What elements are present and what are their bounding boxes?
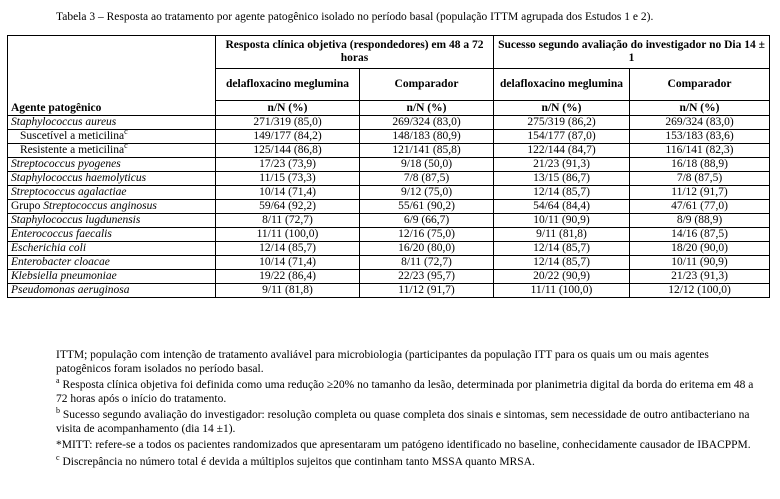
value-cell: 149/177 (84,2) [216, 130, 360, 144]
value-cell: 11/12 (91,7) [630, 186, 770, 200]
agent-name-cell [8, 127, 216, 144]
value-cell: 13/15 (86,7) [494, 172, 630, 186]
value-cell: 12/14 (85,7) [494, 256, 630, 270]
value-cell: 47/61 (77,0) [630, 200, 770, 214]
header-empty-cell [8, 36, 216, 69]
value-cell: 17/23 (73,9) [216, 158, 360, 172]
value-cell: 18/20 (90,0) [630, 242, 770, 256]
value-cell: 148/183 (80,9) [360, 130, 494, 144]
table-row [8, 130, 770, 144]
header-drug-1: delafloxacino meglumina [216, 69, 360, 101]
footnote-a [56, 376, 766, 406]
value-cell: 10/14 (71,4) [216, 186, 360, 200]
agent-name-cell [8, 141, 216, 158]
value-cell: 11/15 (73,3) [216, 172, 360, 186]
value-cell: 16/20 (80,0) [360, 242, 494, 256]
value-cell: 20/22 (90,9) [494, 270, 630, 284]
value-cell: 125/144 (86,8) [216, 144, 360, 158]
value-cell: 59/64 (92,2) [216, 200, 360, 214]
agent-name-cell [8, 284, 216, 298]
agent-name-cell [8, 228, 216, 242]
header-row-arms [8, 69, 770, 101]
agent-name-prefix: Grupo [11, 200, 41, 212]
value-cell: 16/18 (88,9) [630, 158, 770, 172]
value-cell: 12/14 (85,7) [494, 242, 630, 256]
table-row [8, 186, 770, 200]
header-group-investigator: Sucesso segundo avaliação do investigador no Dia 14 ± 1 [494, 36, 770, 69]
value-cell: 269/324 (83,0) [630, 116, 770, 130]
value-cell: 21/23 (91,3) [630, 270, 770, 284]
value-cell: 269/324 (83,0) [360, 116, 494, 130]
value-cell: 12/14 (85,7) [494, 186, 630, 200]
agent-name: Suscetível a meticilina [20, 130, 125, 142]
value-cell: 116/141 (82,3) [630, 144, 770, 158]
agent-name: Enterobacter cloacae [11, 256, 110, 268]
value-cell: 10/14 (71,4) [216, 256, 360, 270]
table-row [8, 270, 770, 284]
header-nn-2: n/N (%) [360, 101, 494, 116]
agent-name: Staphylococcus aureus [11, 116, 117, 128]
footnote-c-text: Discrepância no número total é devida a múltiplos sujeitos que continham tanto MSSA quanto MRSA. [59, 455, 535, 468]
value-cell: 7/8 (87,5) [360, 172, 494, 186]
table-row [8, 242, 770, 256]
value-cell: 154/177 (87,0) [494, 130, 630, 144]
value-cell: 271/319 (85,0) [216, 116, 360, 130]
value-cell: 10/11 (90,9) [494, 214, 630, 228]
table-row [8, 228, 770, 242]
header-nn-3: n/N (%) [494, 101, 630, 116]
table-body [8, 116, 770, 298]
agent-name: Escherichia coli [11, 242, 87, 254]
value-cell: 6/9 (66,7) [360, 214, 494, 228]
value-cell: 9/18 (50,0) [360, 158, 494, 172]
value-cell: 121/141 (85,8) [360, 144, 494, 158]
value-cell: 9/11 (81,8) [494, 228, 630, 242]
results-table [7, 35, 770, 298]
value-cell: 275/319 (86,2) [494, 116, 630, 130]
table-row [8, 116, 770, 130]
table-row [8, 144, 770, 158]
header-drug-2: delafloxacino meglumina [494, 69, 630, 101]
footnote-b-text: Sucesso segundo avaliação do investigador: resolução completa ou quase completa dos sinais e sintomas, sem necessidade de outro antibacteriano na visita de acompanhamento (dia 14 ±1). [56, 409, 750, 435]
agent-name: Resistente a meticilina [20, 144, 125, 156]
header-row-groups [8, 36, 770, 69]
agent-footnote-marker: c [124, 127, 128, 137]
table-row [8, 158, 770, 172]
agent-footnote-marker: c [124, 141, 128, 151]
agent-name-cell [8, 200, 216, 214]
value-cell: 11/11 (100,0) [494, 284, 630, 298]
footnote-mitt: *MITT: refere-se a todos os pacientes randomizados que apresentaram um patógeno identificado no baseline, conhecidamente causador de IBACPPM. [56, 439, 751, 451]
agent-name-cell [8, 270, 216, 284]
value-cell: 55/61 (90,2) [360, 200, 494, 214]
agent-name: Streptococcus agalactiae [11, 186, 127, 198]
agent-name: Staphylococcus haemolyticus [11, 172, 147, 184]
footnote-ittm: ITTM; população com intenção de tratamento avaliável para microbiologia (participantes da população ITT para os quais um ou mais agentes patogênicos foram isolados no período basal. [56, 349, 709, 375]
value-cell: 8/11 (72,7) [360, 256, 494, 270]
header-nn-4: n/N (%) [630, 101, 770, 116]
table-row [8, 284, 770, 298]
value-cell: 14/16 (87,5) [630, 228, 770, 242]
value-cell: 9/12 (75,0) [360, 186, 494, 200]
value-cell: 122/144 (84,7) [494, 144, 630, 158]
value-cell: 11/11 (100,0) [216, 228, 360, 242]
footnote-c-marker: c [56, 452, 60, 462]
footnote-b [56, 406, 766, 436]
agent-name-cell [8, 242, 216, 256]
value-cell: 21/23 (91,3) [494, 158, 630, 172]
header-nn-1: n/N (%) [216, 101, 360, 116]
header-comparator-1: Comparador [360, 69, 494, 101]
agent-name-cell [8, 256, 216, 270]
table-row [8, 172, 770, 186]
agent-name-cell [8, 172, 216, 186]
value-cell: 153/183 (83,6) [630, 130, 770, 144]
footnote-b-marker: b [56, 406, 60, 416]
agent-name: Pseudomonas aeruginosa [11, 284, 130, 296]
value-cell: 10/11 (90,9) [630, 256, 770, 270]
footnotes [56, 349, 766, 472]
value-cell: 12/16 (75,0) [360, 228, 494, 242]
agent-name-cell [8, 186, 216, 200]
agent-name: Streptococcus pyogenes [11, 158, 121, 170]
value-cell: 12/12 (100,0) [630, 284, 770, 298]
value-cell: 22/23 (95,7) [360, 270, 494, 284]
agent-name: Enterococcus faecalis [11, 228, 112, 240]
agent-name-cell [8, 116, 216, 130]
footnote-a-text: Resposta clínica objetiva foi definida como uma redução ≥20% no tamanho da lesão, determinada por planimetria digital da borda do eritema em 48 a 72 horas após o início do tratamento. [56, 379, 754, 405]
header-agent: Agente patogênico [8, 101, 216, 116]
agent-name-cell [8, 214, 216, 228]
value-cell: 19/22 (86,4) [216, 270, 360, 284]
table-caption: Tabela 3 – Resposta ao tratamento por agente patogênico isolado no período basal (população ITTM agrupada dos Estudos 1 e 2). [56, 11, 654, 23]
value-cell: 12/14 (85,7) [216, 242, 360, 256]
footnote-c [56, 452, 766, 470]
value-cell: 54/64 (84,4) [494, 200, 630, 214]
value-cell: 8/11 (72,7) [216, 214, 360, 228]
header-comparator-2: Comparador [630, 69, 770, 101]
value-cell: 9/11 (81,8) [216, 284, 360, 298]
footnote-a-marker: a [56, 376, 60, 386]
value-cell: 8/9 (88,9) [630, 214, 770, 228]
agent-name: Staphylococcus lugdunensis [11, 214, 141, 226]
table-row [8, 256, 770, 270]
agent-name-cell [8, 158, 216, 172]
header-row-nn [8, 101, 770, 116]
table-row [8, 200, 770, 214]
agent-name: Klebsiella pneumoniae [11, 270, 117, 282]
header-empty-cell-2 [8, 69, 216, 101]
value-cell: 11/12 (91,7) [360, 284, 494, 298]
header-group-clinical: Resposta clínica objetiva (respondedores) em 48 a 72 horas [216, 36, 494, 69]
agent-name: Streptococcus anginosus [43, 200, 157, 212]
table-row [8, 214, 770, 228]
value-cell: 7/8 (87,5) [630, 172, 770, 186]
